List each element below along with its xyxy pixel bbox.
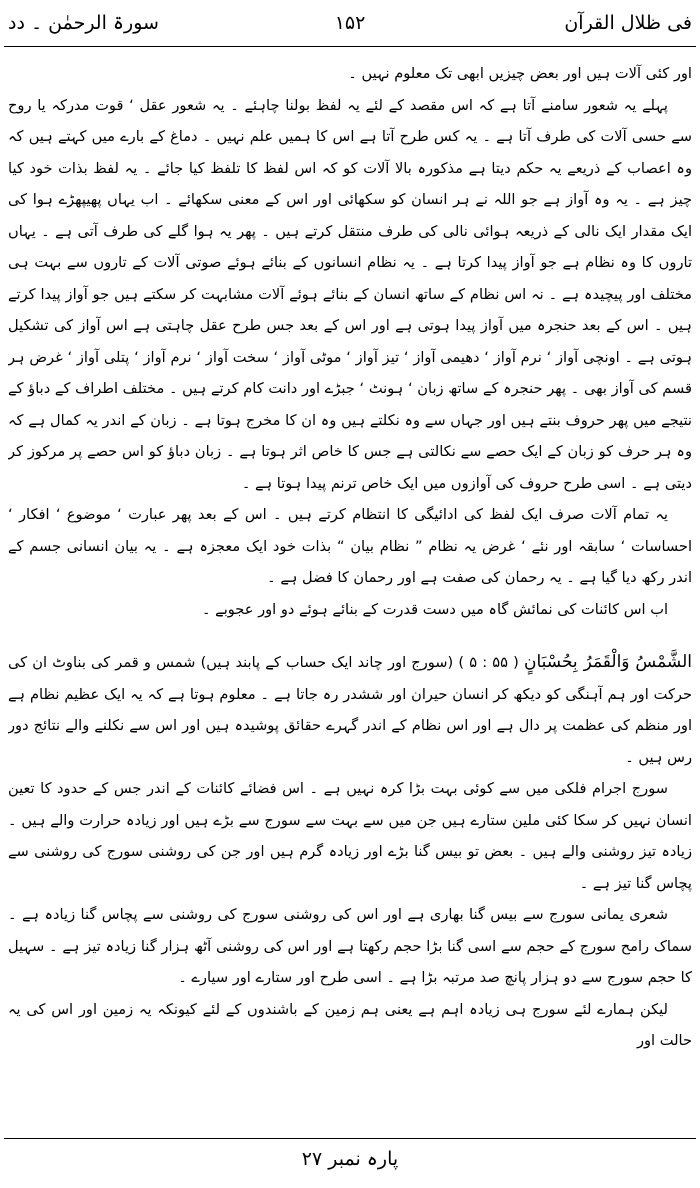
- ayah-arabic: الشَّمْسُ وَالْقَمَرُ بِحُسْبَانٍ: [524, 652, 692, 672]
- page-header: [8, 10, 692, 40]
- page-number: ۱۵۲: [334, 12, 366, 34]
- paragraph: سورج اجرام فلکی میں سے کوئی بہت بڑا کرہ نہیں ہے ۔ اس فضائے کائنات کے اندر جس کے حدود کا تعین انسان نہیں کر سکا کئی ملین ستارے ہیں جن میں سے بہت سے سورج سے بڑے ہیں اور زیادہ حرارت والے ہیں ۔ زیادہ تیز روشنی والے ہیں ۔ بعض تو بیس گنا بڑے اور زیادہ گرم ہیں اور جن کی روشنی سورج کی روشنی سے پچاس گنا تیز ہے ۔: [8, 780, 692, 892]
- ayah-block: [8, 647, 692, 773]
- ayah-reference: ( ۵۵ : ۵ ): [458, 654, 519, 671]
- paragraph: یہ تمام آلات صرف ایک لفظ کی ادائیگی کا انتظام کرتے ہیں ۔ اس کے بعد پھر عبارت ‘ موضوع ‘ افکار ‘ احساسات ‘ سابقہ اور نئے ‘ غرض یہ نظام ” نظام بیان “ بذات خود ایک معجزہ ہے ۔ یہ بیان انسانی جسم کے اندر رکھ دیا گیا ہے ۔ یہ رحمان کی صفت ہے اور رحمان کا فضل ہے ۔: [8, 506, 692, 586]
- page-footer: پارہ نمبر ۲۷: [301, 1148, 399, 1170]
- paragraph: شعری یمانی سورج سے بیس گنا بھاری ہے اور اس کی روشنی سورج کی روشنی سے پچاس گنا زیادہ ہے ۔ سماک رامح سورج کے حجم سے اسی گنا بڑا حجم رکھتا ہے اور اس کی روشنی آٹھ ہزار گنا زیادہ تیز ہے ۔ سہیل کا حجم سورج سے دو ہزار پانچ صد مرتبہ بڑا ہے ۔ اسی طرح اور ستارے اور سیارے ۔: [8, 906, 692, 986]
- page-body: [8, 58, 692, 1128]
- paragraph: لیکن ہمارے لئے سورج ہی زیادہ اہم ہے یعنی ہم زمین کے باشندوں کے لئے کیونکہ یہ زمین اور اس کی یہ حالت اور: [8, 1000, 692, 1049]
- footer-divider: [4, 1138, 696, 1139]
- surah-title: سورۃ الرحمٰن ۔ دد: [8, 12, 159, 34]
- paragraph: اب اس کائنات کی نمائش گاہ میں دست قدرت کے بنائے ہوئے دو اور عجوبے ۔: [201, 600, 668, 618]
- book-title: فی ظلال القرآن: [564, 12, 692, 34]
- paragraph: پہلے یہ شعور سامنے آتا ہے کہ اس مقصد کے لئے یہ لفظ بولنا چاہئے ۔ یہ شعور عقل ‘ قوت مدرکہ یا روح سے حسی آلات کی طرف آتا ہے ۔ یہ کس طرح آتا ہے اس کا ہمیں علم نہیں ۔ دماغ کے بارے میں کہتے ہیں کہ وہ اعصاب کے ذریعے یہ حکم دیتا ہے مذکورہ بالا آلات کو کہ اس لفظ کا تلفظ کیا جائے ۔ یہ لفظ بذات خود کیا چیز ہے ۔ یہ وہ آواز ہے جو اللہ نے ہر انسان کو سکھائی اور اس کے معنی سکھائے ۔ اب یہاں پھیپھڑے ہوا کی ایک مقدار ایک نالی کے ذریعہ ہوائی نالی کی طرف منتقل کرتے ہیں ۔ پھر یہ ہوا گلے کی طرف آتی ہے ۔ یہاں تاروں کا وہ نظام ہے جو آواز پیدا کرتا ہے ۔ یہ نظام انسانوں کے بنائے ہوئے صوتی آلات کے تاروں سے بہت ہی مختلف اور پیچیدہ ہے ۔ نہ اس نظام کے ساتھ انسان کے بنائے ہوئے آلات مشابہت کر سکتے ہیں جو آواز پیدا کرتے ہیں ۔ اس کے بعد حنجرہ میں آواز پیدا ہوتی ہے اور اس کے بعد جس طرح عقل چاہتی ہے اس آواز کی تشکیل ہوتی ہے ۔ اونچی آواز ‘ نرم آواز ‘ دھیمی آواز ‘ تیز آواز ‘ موٹی آواز ‘ سخت آواز ‘ نرم آواز ‘ پتلی آواز ‘ غرض ہر قسم کی آواز بھی ۔ پھر حنجرہ کے ساتھ زبان ‘ ہونٹ ‘ جبڑے اور دانت کام کرتے ہیں ۔ مختلف اطراف کے دباؤ کے نتیجے میں پھر حروف بنتے ہیں اور جہاں سے وہ نکلتے ہیں وہ ان کا مخرج ہوتا ہے ۔ زبان کے اندر یہ کمال ہے کہ وہ ہر حرف کو زبان کے ایک حصے سے نکالتی ہے جس کا خاص اثر ہوتا ہے ۔ زبان دباؤ کو اس حصے پر مرکوز کر دیتی ہے ۔ اسی طرح حروف کی آوازوں میں ایک خاص ترنم پیدا ہوتا ہے ۔: [8, 96, 692, 492]
- ayah-translation: (سورج اور چاند ایک حساب کے پابند ہیں): [200, 654, 454, 671]
- paragraph: اور کئی آلات ہیں اور بعض چیزیں ابھی تک معلوم نہیں ۔: [348, 65, 692, 82]
- header-divider: [4, 46, 696, 47]
- ayah-commentary: شمس و قمر کی بناوٹ ان کی حرکت اور ہم آہنگی کو دیکھ کر انسان حیران اور ششدر رہ جاتا ہے ۔ معلوم ہوتا ہے کہ یہ ایک عظیم نظام ہے اور منظم کی عظمت پر دال ہے اور اس نظام کے اندر گہرے حقائق پوشیدہ ہیں اور اس سے نکلنے والے نتائج دور رس ہیں ۔: [8, 654, 692, 766]
